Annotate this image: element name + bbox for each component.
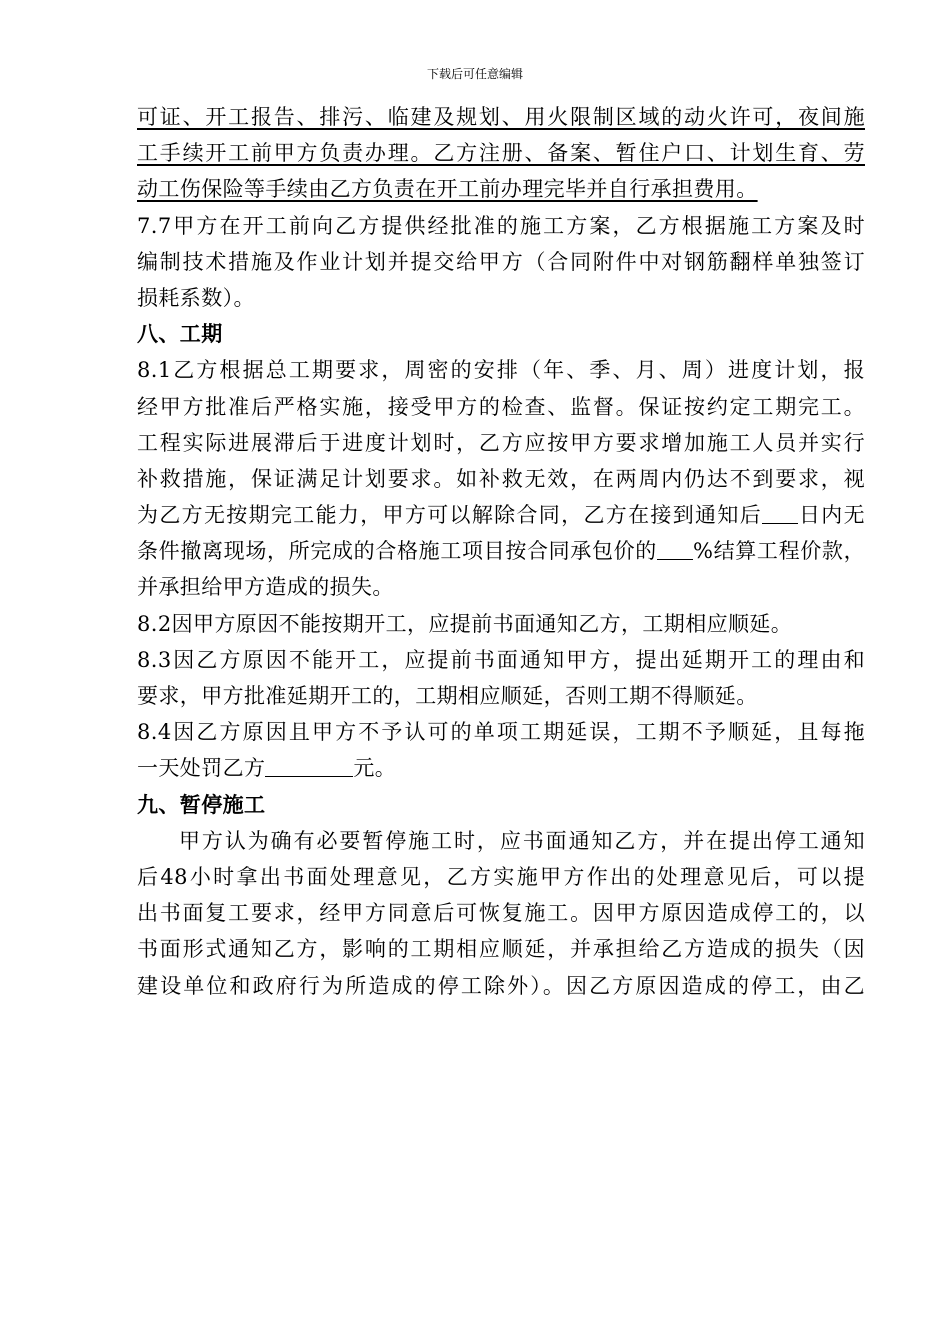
fill-in-blank	[265, 756, 353, 777]
document-body	[137, 99, 865, 1004]
text-line	[137, 895, 865, 931]
text-segment: 动工伤保险等手续由乙方负责在开工前办理完毕并自行承担费用。	[137, 177, 758, 202]
text-line	[137, 968, 865, 1004]
text-segment: 元。	[353, 756, 397, 781]
text-segment: 可证、开工报告、排污、临建及规划、用火限制区域的动火许可，夜间施	[137, 105, 865, 129]
text-line	[137, 678, 865, 714]
text-line	[137, 569, 865, 605]
text-segment: 条件撤离现场，所完成的合格施工项目按合同承包价的	[137, 539, 657, 564]
text-line	[137, 171, 865, 207]
text-line	[137, 859, 865, 895]
text-segment: 7.7甲方在开工前向乙方提供经批准的施工方案，乙方根据施工方案及时	[137, 213, 865, 238]
text-segment: 建设单位和政府行为所造成的停工除外）。因乙方原因造成的停工，由乙	[137, 973, 865, 998]
text-line	[137, 461, 865, 497]
text-line	[137, 714, 865, 750]
text-segment: 8.3因乙方原因不能开工，应提前书面通知甲方，提出延期开工的理由和	[137, 647, 865, 672]
text-line	[137, 135, 865, 171]
text-line	[137, 642, 865, 678]
text-segment: 一天处罚乙方	[137, 756, 266, 781]
text-line	[137, 280, 865, 316]
fill-in-blank	[762, 503, 798, 524]
text-segment: 八、工期	[137, 321, 223, 347]
text-line	[137, 497, 865, 533]
text-line	[137, 533, 865, 569]
text-segment: 要求，甲方批准延期开工的，工期相应顺延，否则工期不得顺延。	[137, 684, 758, 708]
text-segment: 补救措施，保证满足计划要求。如补救无效，在两周内仍达不到要求，视	[137, 466, 865, 491]
text-segment: 8.2因甲方原因不能按期开工，应提前书面通知乙方，工期相应顺延。	[137, 611, 793, 636]
text-segment: 日内无	[798, 503, 865, 528]
text-line	[137, 931, 865, 967]
text-segment: 8.1乙方根据总工期要求，周密的安排（年、季、月、周）进度计划，报	[137, 358, 865, 383]
text-line	[137, 425, 865, 461]
text-line	[137, 244, 865, 280]
text-segment: 工手续开工前甲方负责办理。乙方注册、备案、暂住户口、计划生育、劳	[137, 141, 865, 166]
text-line	[137, 389, 865, 425]
text-line	[137, 352, 865, 388]
section-heading	[137, 316, 865, 352]
text-line	[137, 99, 865, 135]
text-segment: 工程实际进展滞后于进度计划时，乙方应按甲方要求增加施工人员并实行	[137, 430, 865, 455]
text-segment: 损耗系数）。	[137, 285, 255, 310]
section-heading	[137, 787, 865, 823]
text-line	[137, 823, 865, 859]
text-segment: 并承担给甲方造成的损失。	[137, 575, 394, 600]
text-segment: 出书面复工要求，经甲方同意后可恢复施工。因甲方原因造成停工的，以	[137, 901, 865, 926]
text-segment: %结算工程价款，	[692, 539, 865, 564]
text-line	[137, 606, 865, 642]
text-segment: 8.4因乙方原因且甲方不予认可的单项工期延误，工期不予顺延，且每拖	[137, 720, 865, 745]
text-segment: 为乙方无按期完工能力，甲方可以解除合同，乙方在接到通知后	[137, 503, 763, 528]
page-header: 下载后可任意编辑	[426, 67, 523, 81]
text-segment: 编制技术措施及作业计划并提交给甲方（合同附件中对钢筋翻样单独签订	[137, 249, 865, 274]
text-segment: 经甲方批准后严格实施，接受甲方的检查、监督。保证按约定工期完工。	[137, 394, 865, 419]
text-segment: 九、暂停施工	[137, 791, 266, 817]
text-segment: 甲方认为确有必要暂停施工时，应书面通知乙方，并在提出停工通知	[179, 828, 865, 853]
text-line	[137, 750, 865, 786]
text-line	[137, 208, 865, 244]
fill-in-blank	[657, 539, 693, 560]
text-segment: 后48小时拿出书面处理意见，乙方实施甲方作出的处理意见后，可以提	[137, 864, 865, 889]
text-segment: 书面形式通知乙方，影响的工期相应顺延，并承担给乙方造成的损失（因	[137, 937, 865, 962]
